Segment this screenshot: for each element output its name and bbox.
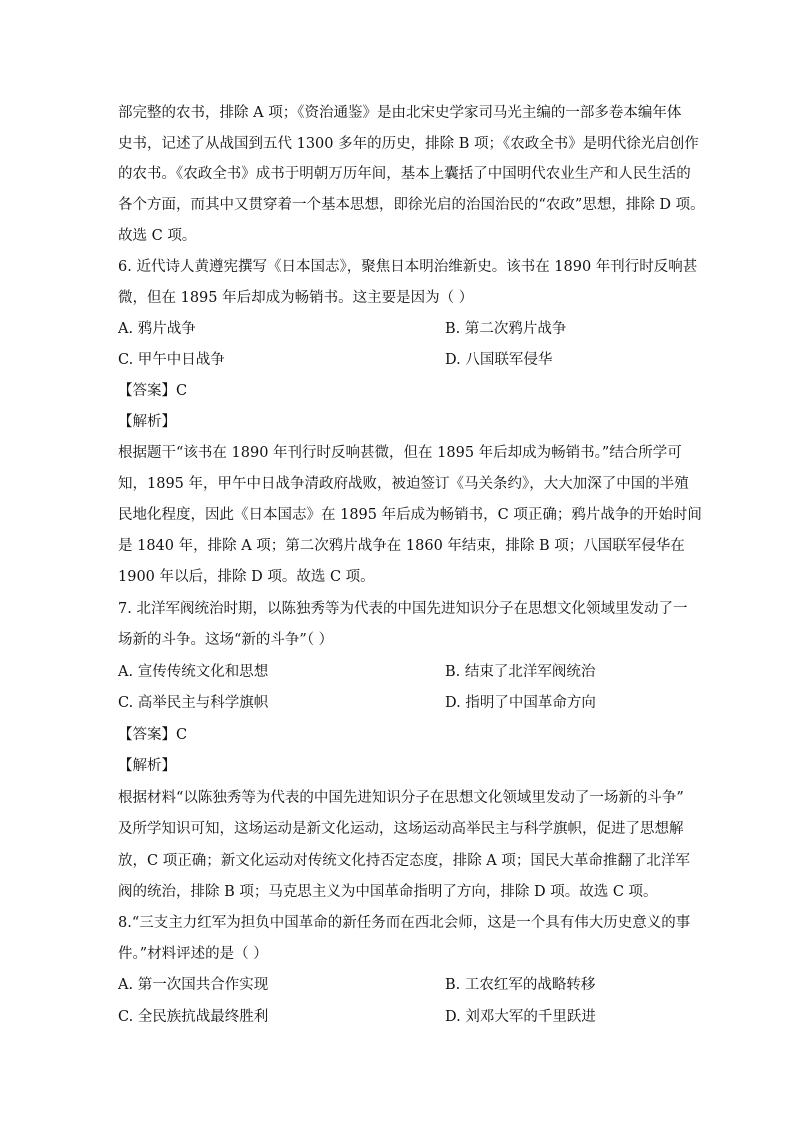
question-6-analysis-line: 民地化程度，因此《日本国志》在 1895 年后成为畅销书，C 项正确；鸦片战争的开始时间 (118, 507, 702, 523)
question-6-stem: 6. 近代诗人黄遵宪撰写《日本国志》，聚焦日本明治维新史。该书在 1890 年刊行时反响甚 (118, 259, 698, 275)
question-6-analysis-title: 【解析】 (118, 414, 176, 430)
question-7-answer: 【答案】C (118, 727, 188, 743)
paragraph-line: 的农书。《农政全书》成书于明朝万历年间，基本上囊括了中国明代农业生产和人民生活的 (118, 166, 691, 182)
paragraph-line: 各个方面，而其中又贯穿着一个基本思想，即徐光启的治国治民的“农政”思想，排除 D 项。 (118, 197, 705, 213)
question-7-analysis-title: 【解析】 (118, 758, 176, 774)
question-8-stem: 件。”材料评述的是（ ） (118, 946, 268, 962)
question-6-analysis-line: 知，1895 年，甲午中日战争清政府战败，被迫签订《马关条约》，大大加深了中国的半殖 (118, 476, 689, 492)
paragraph-line: 部完整的农书，排除 A 项；《资治通鉴》是由北宋史学家司马光主编的一部多卷本编年体 (118, 105, 682, 121)
question-7-analysis-line: 及所学知识可知，这场运动是新文化运动，这场运动高举民主与科学旗帜，促进了思想解 (118, 821, 684, 837)
question-8-option-b: B. 工农红军的战略转移 (445, 977, 596, 993)
question-7-option-a: A. 宣传传统文化和思想 (118, 664, 269, 680)
paragraph-line: 故选 C 项。 (118, 228, 197, 244)
question-6-analysis-line: 根据题干“该书在 1890 年刊行时反响甚微，但在 1895 年后却成为畅销书。”结合所学可 (118, 445, 682, 461)
question-6-analysis-line: 是 1840 年，排除 A 项；第二次鸦片战争在 1860 年结束，排除 B 项；八国联军侵华在 (118, 538, 685, 554)
question-7-option-b: B. 结束了北洋军阀统治 (445, 664, 596, 680)
question-6-option-c: C. 甲午中日战争 (118, 352, 225, 368)
question-8-option-d: D. 刘邓大军的千里跃进 (445, 1009, 596, 1025)
question-7-analysis-line: 放，C 项正确；新文化运动对传统文化持否定态度，排除 A 项；国民大革命推翻了北洋军 (118, 853, 690, 869)
question-7-stem: 7. 北洋军阀统治时期，以陈独秀等为代表的中国先进知识分子在思想文化领域里发动了一 (118, 601, 688, 617)
question-8-option-c: C. 全民族抗战最终胜利 (118, 1009, 269, 1025)
question-6-option-a: A. 鸦片战争 (118, 321, 196, 337)
question-7-analysis-line: 根据材料“以陈独秀等为代表的中国先进知识分子在思想文化领域里发动了一场新的斗争” (118, 790, 684, 806)
question-7-analysis-line: 阀的统治，排除 B 项；马克思主义为中国革命指明了方向，排除 D 项。故选 C 项。 (118, 884, 658, 900)
question-7-option-c: C. 高举民主与科学旗帜 (118, 695, 269, 711)
question-6-option-b: B. 第二次鸦片战争 (445, 321, 567, 337)
question-7-option-d: D. 指明了中国革命方向 (445, 695, 596, 711)
question-8-option-a: A. 第一次国共合作实现 (118, 977, 269, 993)
question-6-option-d: D. 八国联军侵华 (445, 352, 553, 368)
question-6-analysis-line: 1900 年以后，排除 D 项。故选 C 项。 (118, 569, 375, 585)
paragraph-line: 史书，记述了从战国到五代 1300 多年的历史，排除 B 项；《农政全书》是明代徐光启创作 (118, 136, 699, 152)
question-6-stem: 微，但在 1895 年后却成为畅销书。这主要是因为（ ） (118, 290, 474, 306)
question-6-answer: 【答案】C (118, 383, 188, 399)
question-7-stem: 场新的斗争。这场“新的斗争”（ ） (118, 632, 334, 648)
question-8-stem: 8.“三支主力红军为担负中国革命的新任务而在西北会师，这是一个具有伟大历史意义的事 (118, 915, 691, 931)
